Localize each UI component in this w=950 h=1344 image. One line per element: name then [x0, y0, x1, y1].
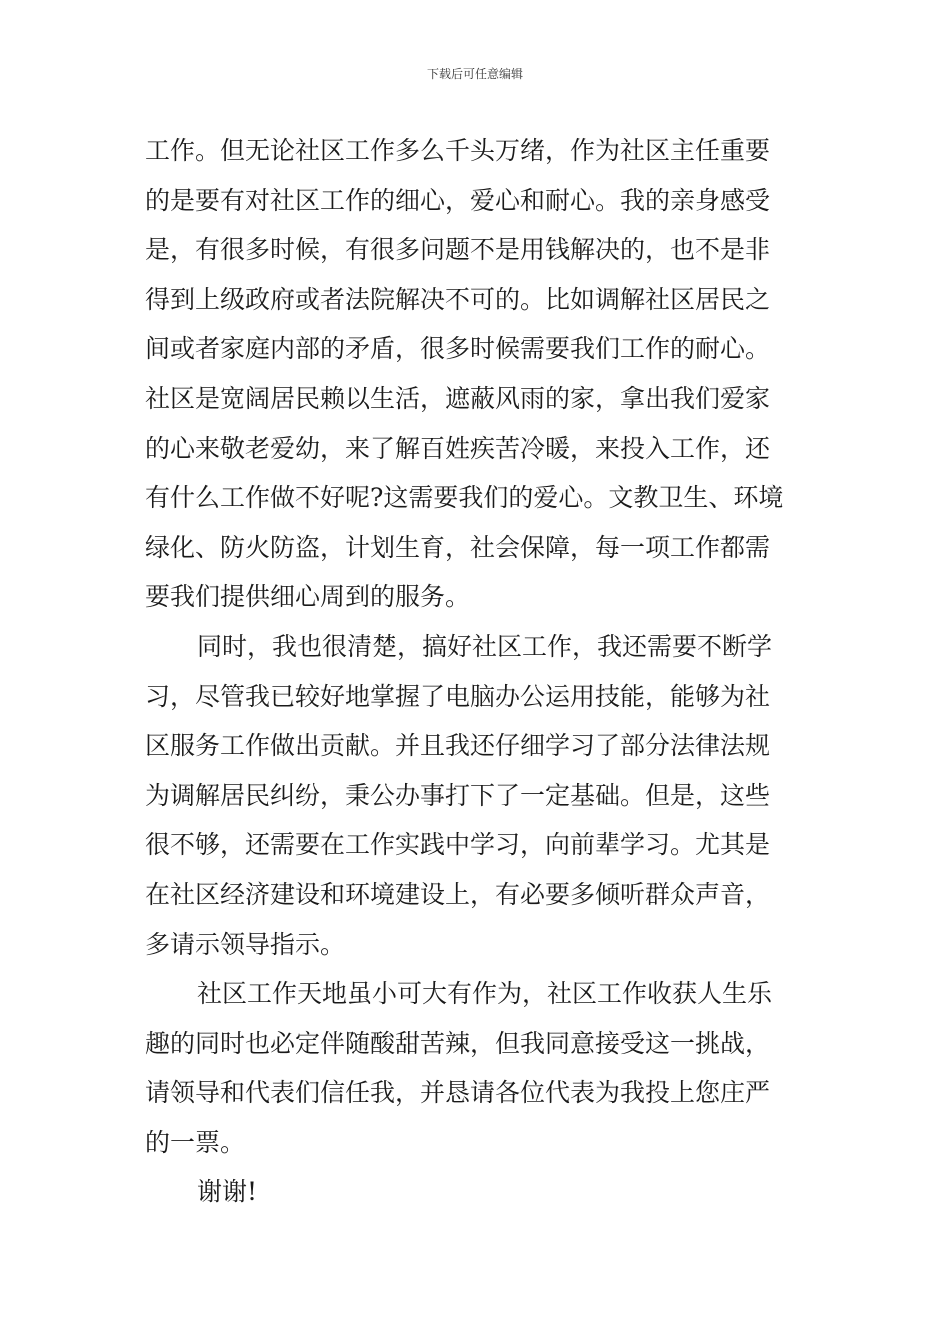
text-line: 为调解居民纠纷，秉公办事打下了一定基础。但是，这些: [145, 780, 771, 810]
text-line: 社区是宽阔居民赖以生活，遮蔽风雨的家，拿出我们爱家: [145, 383, 771, 413]
text-line: 工作。但无论社区工作多么千头万绪，作为社区主任重要: [145, 136, 771, 165]
text-line: 趣的同时也必定伴随酸甜苦辣，但我同意接受这一挑战，: [145, 1028, 771, 1058]
text-line: 得到上级政府或者法院解决不可的。比如调解社区居民之: [145, 284, 771, 314]
text-line: 的是要有对社区工作的细心，爱心和耐心。我的亲身感受: [145, 185, 771, 215]
text-line: 请领导和代表们信任我，并恳请各位代表为我投上您庄严: [145, 1078, 771, 1108]
text-line: 是，有很多时候，有很多问题不是用钱解决的，也不是非: [145, 235, 771, 265]
text-line: 社区工作天地虽小可大有作为，社区工作收获人生乐: [197, 979, 773, 1009]
text-line: 间或者家庭内部的矛盾，很多时候需要我们工作的耐心。: [145, 334, 771, 364]
document-body: [145, 126, 807, 1217]
text-line: 很不够，还需要在工作实践中学习，向前辈学习。尤其是: [145, 830, 771, 860]
text-line: 有什么工作做不好呢?这需要我们的爱心。文教卫生、环境: [145, 483, 784, 513]
text-line: 要我们提供细心周到的服务。: [145, 582, 471, 612]
page-header: 下载后可任意编辑: [426, 67, 523, 81]
text-line: 谢谢!: [197, 1177, 258, 1207]
text-line: 在社区经济建设和环境建设上，有必要多倾听群众声音，: [145, 879, 771, 909]
text-line: 习，尽管我已较好地掌握了电脑办公运用技能，能够为社: [145, 681, 771, 711]
text-line: 绿化、防火防盗，计划生育，社会保障，每一项工作都需: [145, 532, 771, 562]
text-line: 的心来敬老爱幼，来了解百姓疾苦冷暖，来投入工作，还: [145, 433, 771, 463]
text-line: 多请示领导指示。: [145, 929, 346, 959]
text-line: 区服务工作做出贡献。并且我还仔细学习了部分法律法规: [145, 731, 771, 761]
text-line: 的一票。: [145, 1127, 246, 1157]
text-line: 同时，我也很清楚，搞好社区工作，我还需要不断学: [197, 631, 773, 661]
